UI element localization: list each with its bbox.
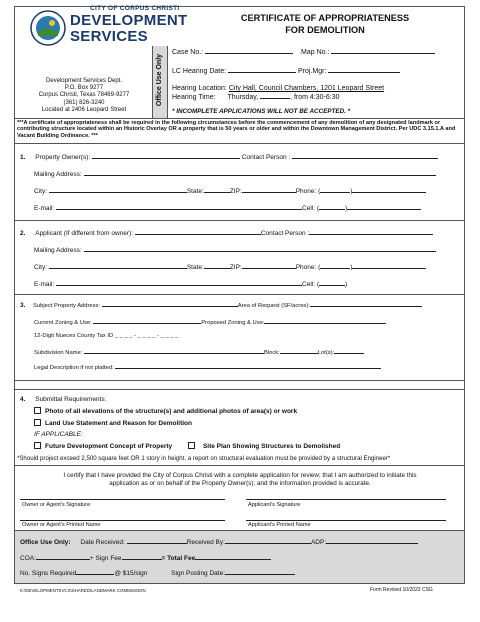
city-label: City: bbox=[34, 188, 47, 195]
applicant-mailing-field[interactable] bbox=[84, 246, 436, 252]
cell-field[interactable] bbox=[347, 204, 421, 210]
certification-line2: application as or on behalf of the Property Owner(s); and the information provided is accurate. bbox=[109, 480, 371, 487]
logo-development: DEVELOPMENT bbox=[70, 12, 188, 29]
current-zoning-field[interactable] bbox=[93, 318, 201, 324]
site-plan-label: Site Plan Showing Structures to Demolished bbox=[202, 443, 341, 450]
zip-field[interactable] bbox=[242, 187, 296, 193]
state-field[interactable] bbox=[204, 187, 230, 193]
adp-label: ADP: bbox=[310, 539, 327, 546]
applicant-city-label: City: bbox=[34, 264, 47, 271]
address-city: Corpus Christi, Texas 78469-9277 bbox=[38, 92, 130, 99]
applicant-field[interactable] bbox=[135, 229, 261, 235]
lc-hearing-date-label: LC Hearing Date: bbox=[172, 68, 227, 75]
proj-mgr-label: Proj.Mgr: bbox=[298, 68, 327, 75]
hearing-time-range: , from 4:30-6:30 bbox=[290, 94, 340, 101]
applicant-phone-area-field[interactable] bbox=[320, 263, 350, 269]
block-label: Block: bbox=[263, 350, 280, 356]
section3-number: 3. bbox=[20, 302, 26, 309]
map-no-field[interactable] bbox=[331, 48, 435, 54]
signs-required-field[interactable] bbox=[76, 569, 114, 575]
applicant-city-field[interactable] bbox=[49, 263, 187, 269]
tax-id-field[interactable]: 12-Digit Nueces County Tax ID _ _ _ _ - _ _ _ _ - _ _ _ _ bbox=[34, 333, 179, 339]
applicant-state-field[interactable] bbox=[204, 263, 230, 269]
lots-field[interactable] bbox=[334, 348, 364, 354]
total-fee-field[interactable] bbox=[195, 554, 271, 560]
section2-number: 2. bbox=[20, 230, 26, 237]
hearing-time-label: Hearing Time: bbox=[172, 94, 216, 101]
email-field[interactable] bbox=[56, 204, 302, 210]
address-dept: Development Services Dept. bbox=[45, 78, 123, 84]
phone-label: Phone: ( bbox=[295, 188, 321, 195]
city-field[interactable] bbox=[49, 187, 187, 193]
hearing-location-label: Hearing Location: bbox=[172, 85, 227, 92]
adp-field[interactable] bbox=[326, 538, 418, 544]
applicant-printed-name-label: Applicant's Printed Name bbox=[248, 522, 311, 528]
applicant-zip-label: ZIP: bbox=[229, 264, 242, 271]
future-development-label: Future Development Concept of Property bbox=[45, 443, 173, 450]
sign-fee-field[interactable] bbox=[122, 554, 162, 560]
submittal-title: Submittal Requirements: bbox=[35, 396, 107, 403]
office-use-label: Office Use Only: bbox=[20, 539, 71, 546]
lots-label: Lot(s): bbox=[317, 350, 335, 356]
applicant-contact-field[interactable] bbox=[309, 229, 433, 235]
email-label: E-mail: bbox=[34, 205, 55, 212]
contact-person-label: Contact Person : bbox=[241, 154, 291, 161]
applicant-cell-label: Cell: ( bbox=[302, 281, 320, 288]
subject-address-label: Subject Property Address: bbox=[33, 303, 101, 309]
cell-label: Cell: ( bbox=[302, 205, 320, 212]
case-no-label: Case No.: bbox=[172, 49, 204, 56]
applicant-cell-area-field[interactable] bbox=[319, 280, 345, 286]
logo-services: SERVICES bbox=[70, 28, 148, 45]
divider-section4 bbox=[14, 465, 465, 466]
address-phone: (361) 826-3240 bbox=[63, 99, 105, 106]
owner-printed-name-line[interactable] bbox=[20, 520, 225, 521]
applicant-signature-line[interactable] bbox=[246, 499, 446, 500]
structural-engineer-note: *Should project exceed 2,500 square feet OR 1 story in height, a report on structural evaluation must be provided by a structural Engineer* bbox=[17, 455, 391, 462]
received-by-label: Received By: bbox=[186, 539, 225, 546]
subdivision-label: Subdivision Name: bbox=[34, 350, 83, 356]
certification-line1: I certify that I have provided the City of Corpus Christi with a complete application for review; that I am authorized to initiate this bbox=[63, 472, 417, 479]
coa-field[interactable] bbox=[36, 554, 90, 560]
applicant-phone-label: Phone: ( bbox=[295, 264, 321, 271]
area-request-label: Area of Request (SF/acres): bbox=[237, 303, 310, 309]
area-request-field[interactable] bbox=[310, 301, 422, 307]
applicant-state-label: State: bbox=[186, 264, 204, 271]
land-use-label: Land Use Statement and Reason for Demolition bbox=[45, 420, 192, 427]
applicant-mailing-label: Mailing Address: bbox=[34, 247, 82, 254]
date-received-label: Date Received: bbox=[80, 539, 125, 546]
subdivision-field[interactable] bbox=[84, 348, 264, 354]
land-use-checkbox[interactable] bbox=[34, 419, 41, 426]
divider-section1 bbox=[14, 220, 465, 221]
address-po: P.O. Box 9277 bbox=[64, 85, 104, 92]
property-owner-label: Property Owner(s): bbox=[35, 154, 91, 161]
legal-description-label: Legal Description if not platted: bbox=[34, 365, 114, 371]
divider-section2 bbox=[14, 294, 465, 295]
phone-area-field[interactable] bbox=[320, 187, 350, 193]
notice-text: ***A certificate of appropriateness shall be required in the following circumstances before the commencement of any demolition of any designated landmark or contributing structure located within an Historic Overlay OR a property that is 50 years or older and within the Downtown Management District. Per UDC 3.15.1.A and Vacant Building Ordinance. *** bbox=[17, 120, 456, 139]
total-fee-label: = Total Fee bbox=[161, 555, 196, 562]
photos-label: Photo of all elevations of the structure(s) and additional photos of area(s) or work bbox=[45, 408, 298, 415]
date-received-field[interactable] bbox=[127, 538, 187, 544]
site-plan-checkbox[interactable] bbox=[188, 442, 195, 449]
office-use-vertical-label: Office Use Only bbox=[156, 53, 163, 107]
state-label: State: bbox=[186, 188, 204, 195]
legal-description-field[interactable] bbox=[115, 363, 381, 369]
block-field[interactable] bbox=[280, 348, 318, 354]
form-title-line1: CERTIFICATE OF APPROPRIATENESS bbox=[240, 13, 410, 23]
applicant-zip-field[interactable] bbox=[242, 263, 296, 269]
photos-checkbox[interactable] bbox=[34, 407, 41, 414]
contact-person-field[interactable] bbox=[292, 153, 438, 159]
proposed-zoning-field[interactable] bbox=[264, 318, 386, 324]
incomplete-warning: * INCOMPLETE APPLICATIONS WILL NOT BE ACCEPTED. * bbox=[172, 108, 351, 115]
case-no-field[interactable] bbox=[205, 48, 293, 54]
lc-hearing-date-field[interactable] bbox=[228, 67, 296, 73]
applicant-printed-name-line[interactable] bbox=[246, 520, 446, 521]
owner-signature-label: Owner or Agent's Signature bbox=[22, 502, 91, 508]
logo-city-name: CITY OF CORPUS CHRISTI bbox=[90, 5, 180, 12]
divider-section3b bbox=[14, 389, 465, 390]
posting-date-label: Sign Posting Date: bbox=[171, 570, 226, 577]
section1-number: 1. bbox=[20, 154, 26, 161]
per-sign-label: @ $15/sign bbox=[114, 570, 148, 577]
property-owner-field[interactable] bbox=[92, 153, 240, 159]
hearing-time-day: Thursday, bbox=[227, 94, 259, 101]
footer-path: K:\DEVELOPMENTSVCS\SHARED\LANDMARK COMMISSION bbox=[20, 588, 146, 593]
cell-area-field[interactable] bbox=[319, 204, 345, 210]
divider-header bbox=[14, 118, 465, 119]
signs-required-label: No. Signs Required bbox=[20, 570, 77, 577]
map-no-label: Map No.: bbox=[301, 49, 330, 56]
city-seal bbox=[30, 10, 66, 46]
owner-signature-line[interactable] bbox=[20, 499, 225, 500]
coa-label: COA: bbox=[20, 555, 36, 562]
applicant-contact-label: Contact Person : bbox=[260, 230, 310, 237]
applicant-email-label: E-mail: bbox=[34, 281, 55, 288]
applicant-email-field[interactable] bbox=[56, 280, 302, 286]
address-location: Located at 2406 Leopard Street bbox=[41, 106, 127, 113]
applicant-signature-label: Applicant's Signature bbox=[248, 502, 301, 508]
received-by-field[interactable] bbox=[225, 538, 311, 544]
address-block bbox=[18, 78, 150, 114]
phone-field[interactable] bbox=[352, 187, 426, 193]
divider-notice bbox=[14, 143, 465, 144]
owner-printed-name-label: Owner or Agent's Printed Name bbox=[22, 522, 101, 528]
future-development-checkbox[interactable] bbox=[34, 442, 41, 449]
hearing-time-date-field[interactable] bbox=[260, 93, 290, 99]
posting-date-field[interactable] bbox=[225, 569, 295, 575]
hearing-location-value: City Hall, Council Chambers, 1201 Leopard Street bbox=[228, 85, 385, 92]
proposed-zoning-label: Proposed Zoning & Use: bbox=[201, 320, 265, 326]
current-zoning-label: Current Zoning & Use: bbox=[34, 320, 92, 326]
applicant-label: Applicant (If different from owner): bbox=[35, 230, 134, 237]
applicant-phone-field[interactable] bbox=[352, 263, 426, 269]
form-title-line2: FOR DEMOLITION bbox=[285, 25, 365, 35]
zip-label: ZIP: bbox=[229, 188, 242, 195]
if-applicable-label: IF APPLICABLE: bbox=[34, 431, 83, 438]
mailing-address-label: Mailing Address: bbox=[34, 171, 82, 178]
proj-mgr-field[interactable] bbox=[328, 67, 400, 73]
form-title bbox=[222, 12, 428, 36]
subject-address-field[interactable] bbox=[102, 301, 238, 307]
mailing-address-field[interactable] bbox=[84, 170, 436, 176]
section4-number: 4. bbox=[20, 396, 26, 403]
certification-text bbox=[20, 472, 460, 488]
divider-section3 bbox=[14, 380, 465, 381]
footer-revised: Form Revised 10/2023 CSG bbox=[370, 587, 433, 593]
sign-fee-label: + Sign Fee bbox=[89, 555, 122, 562]
